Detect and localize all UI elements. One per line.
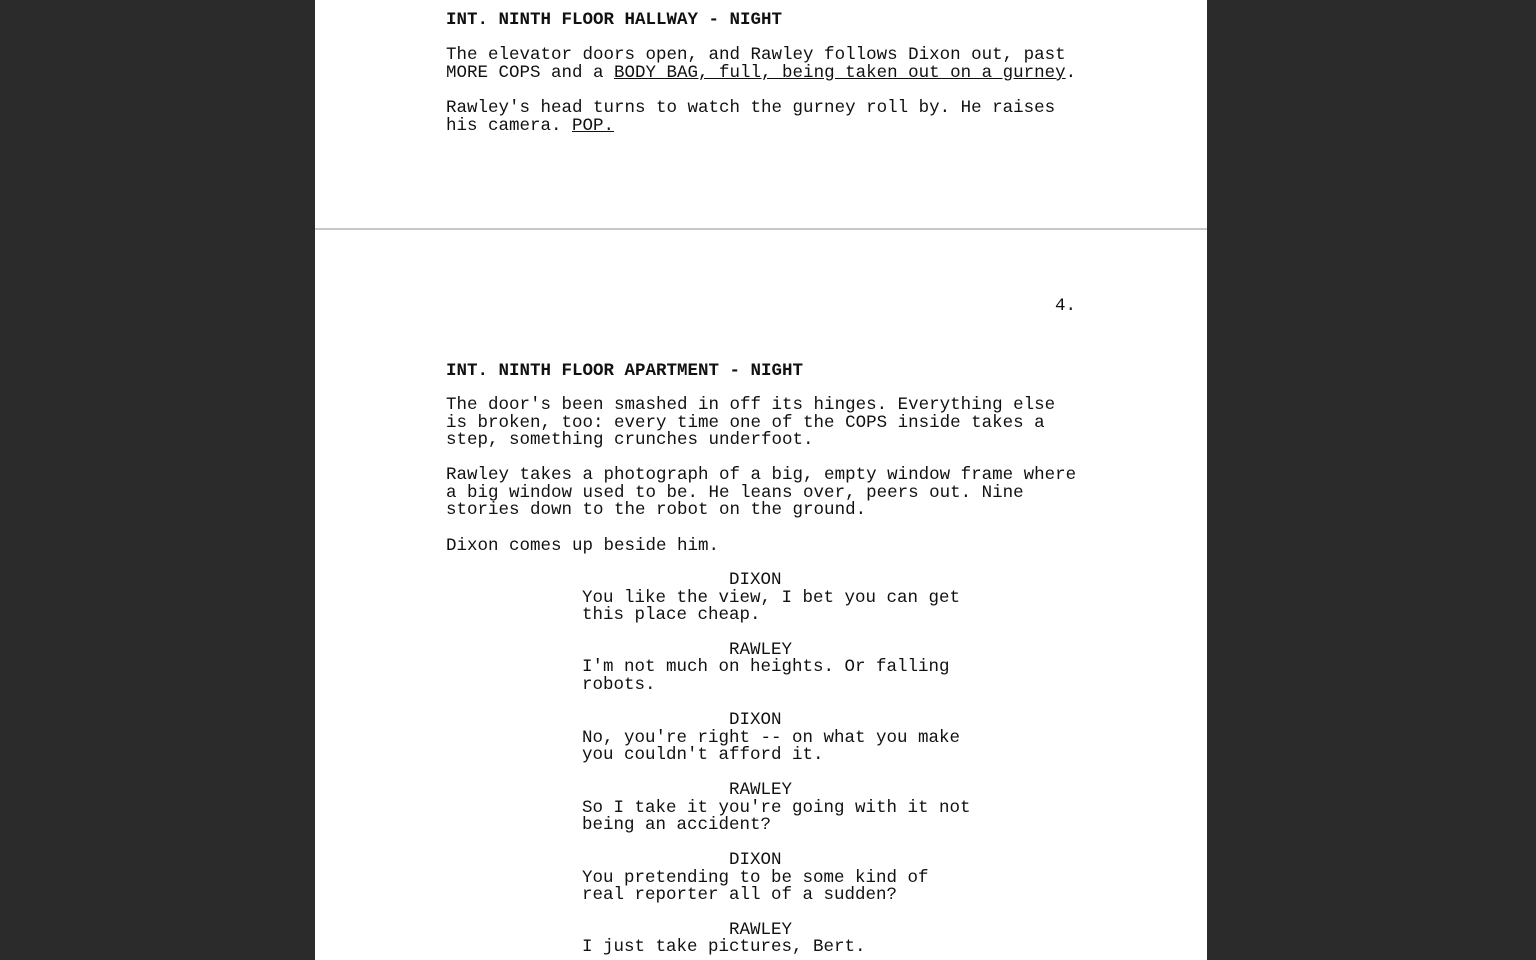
script-page-3 bbox=[315, 0, 1207, 228]
dialogue-line: being an accident? bbox=[582, 815, 772, 835]
character-name: DIXON bbox=[729, 710, 782, 730]
scene-heading: INT. NINTH FLOOR APARTMENT - NIGHT bbox=[446, 361, 804, 381]
dialogue-line: you couldn't afford it. bbox=[582, 745, 824, 765]
action-line: is broken, too: every time one of the COPS inside takes a bbox=[446, 413, 1045, 433]
action-line: step, something crunches underfoot. bbox=[446, 430, 814, 450]
action-line: MORE COPS and a BODY BAG, full, being taken out on a gurney. bbox=[446, 63, 1077, 83]
character-name: RAWLEY bbox=[729, 640, 793, 660]
scene-heading: INT. NINTH FLOOR HALLWAY - NIGHT bbox=[446, 10, 783, 30]
action-line: a big window used to be. He leans over, peers out. Nine bbox=[446, 483, 1024, 503]
action-line: stories down to the robot on the ground. bbox=[446, 500, 867, 520]
dialogue-line: So I take it you're going with it not bbox=[582, 798, 971, 818]
dialogue-line: real reporter all of a sudden? bbox=[582, 885, 898, 905]
dialogue-line: You like the view, I bet you can get bbox=[582, 588, 961, 608]
dialogue-line: I'm not much on heights. Or falling bbox=[582, 657, 950, 677]
page-number: 4. bbox=[1055, 296, 1077, 316]
character-name: DIXON bbox=[729, 570, 782, 590]
dialogue-line: You pretending to be some kind of bbox=[582, 868, 929, 888]
action-line: Dixon comes up beside him. bbox=[446, 536, 720, 556]
action-line: The door's been smashed in off its hinges. Everything else bbox=[446, 395, 1056, 415]
action-line: The elevator doors open, and Rawley follows Dixon out, past bbox=[446, 45, 1066, 65]
dialogue-line: this place cheap. bbox=[582, 605, 761, 625]
action-line: Rawley takes a photograph of a big, empty window frame where bbox=[446, 465, 1077, 485]
dialogue-line: I just take pictures, Bert. bbox=[582, 937, 866, 957]
dialogue-line: No, you're right -- on what you make bbox=[582, 728, 961, 748]
character-name: RAWLEY bbox=[729, 920, 793, 940]
character-name: RAWLEY bbox=[729, 780, 793, 800]
dialogue-line: robots. bbox=[582, 675, 656, 695]
action-line: his camera. POP. bbox=[446, 116, 615, 136]
action-line: Rawley's head turns to watch the gurney roll by. He raises bbox=[446, 98, 1056, 118]
script-page-4 bbox=[315, 230, 1207, 960]
character-name: DIXON bbox=[729, 850, 782, 870]
